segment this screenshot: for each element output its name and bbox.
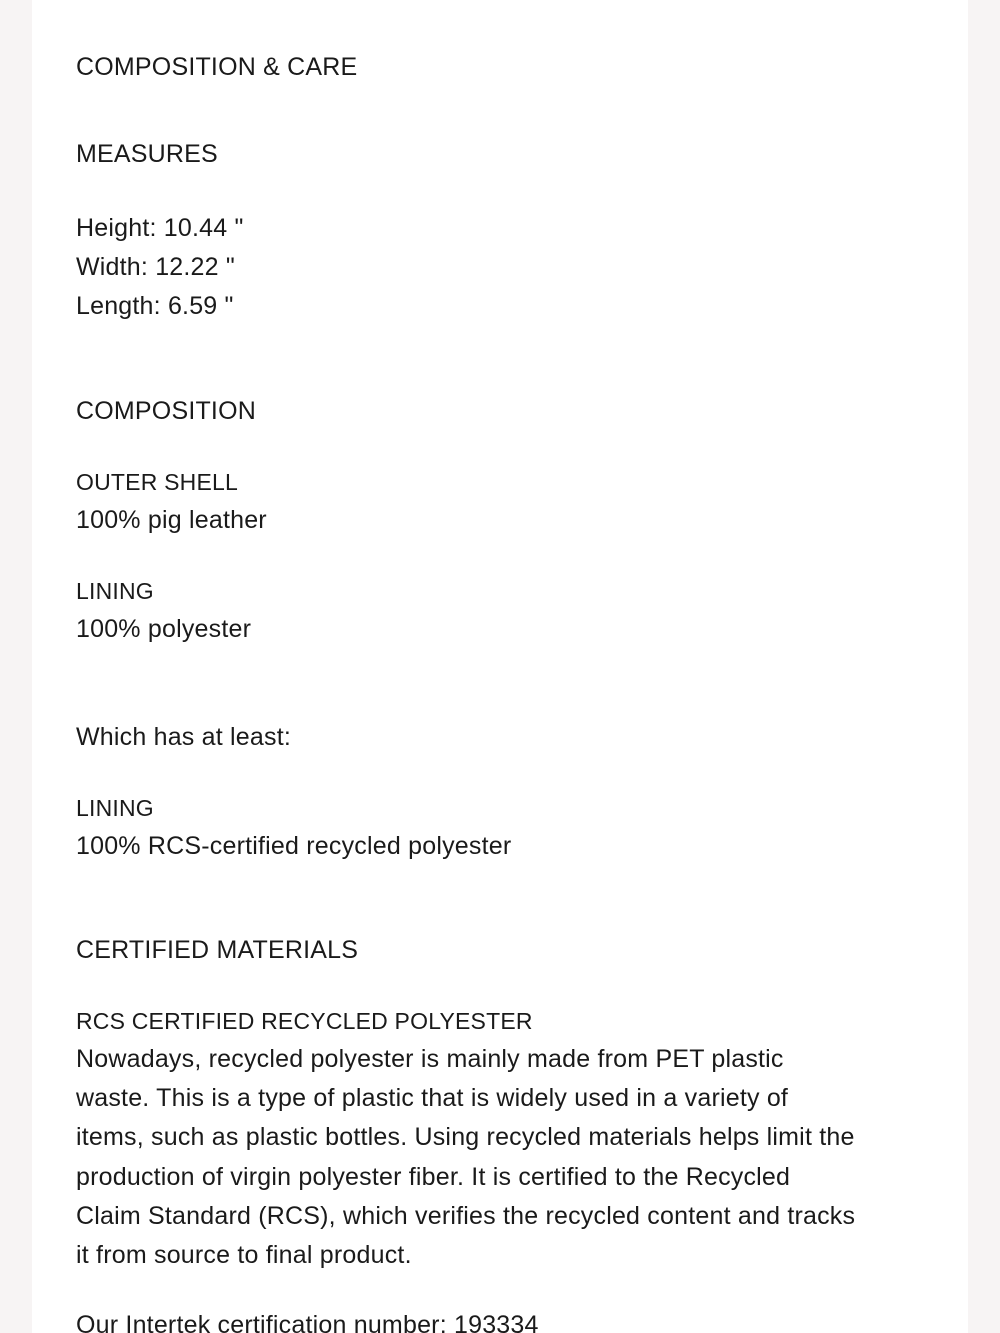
measure-length: Length: 6.59 " (76, 292, 234, 320)
rcs-description-line: Claim Standard (RCS), which verifies the recycled content and tracks (76, 1201, 856, 1230)
rcs-description-line: Nowadays, recycled polyester is mainly made from PET plastic (76, 1045, 784, 1073)
measure-height: Height: 10.44 " (76, 214, 244, 242)
recycled-lining-label: LINING (76, 795, 154, 821)
recycled-lining-value: 100% RCS-certified recycled polyester (76, 832, 512, 860)
measures-heading: MEASURES (76, 140, 218, 168)
intertek-certification: Our Intertek certification number: 193334 (76, 1311, 539, 1333)
lining-label: LINING (76, 578, 154, 604)
product-details-panel (32, 0, 968, 1333)
measure-width: Width: 12.22 " (76, 253, 235, 281)
lining-value: 100% polyester (76, 615, 252, 643)
rcs-description-line: waste. This is a type of plastic that is widely used in a variety of (76, 1084, 789, 1113)
outer-shell-label: OUTER SHELL (76, 469, 238, 495)
outer-shell-value: 100% pig leather (76, 506, 267, 534)
which-has-at-least: Which has at least: (76, 723, 292, 751)
rcs-description-line: items, such as plastic bottles. Using recycled materials helps limit the (76, 1123, 855, 1152)
rcs-label: RCS CERTIFIED RECYCLED POLYESTER (76, 1008, 533, 1034)
section-title: COMPOSITION & CARE (76, 53, 358, 81)
rcs-description-line: production of virgin polyester fiber. It is certified to the Recycled (76, 1162, 791, 1191)
certified-materials-heading: CERTIFIED MATERIALS (76, 936, 359, 964)
composition-heading: COMPOSITION (76, 397, 256, 425)
rcs-description-line: it from source to final product. (76, 1241, 412, 1270)
rcs-description (76, 1040, 936, 1275)
